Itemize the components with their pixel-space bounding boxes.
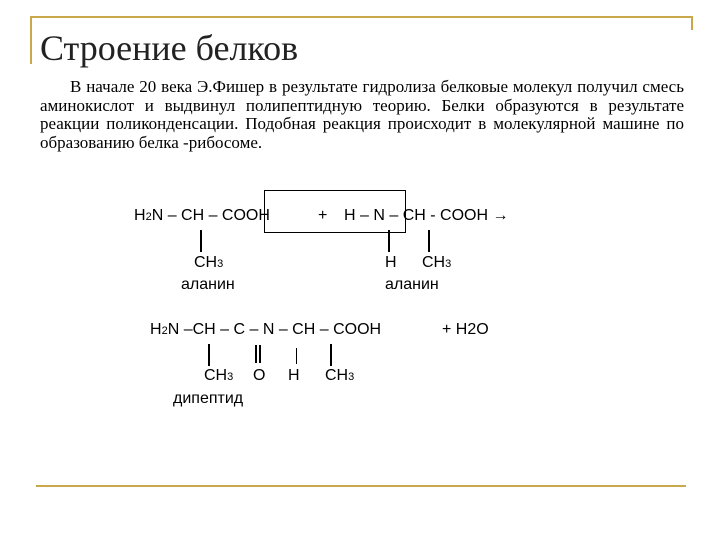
reaction2-double-bond-o — [255, 345, 261, 363]
reaction2-ch3-right: CH3 — [325, 367, 355, 384]
reaction2-bond-ch3-right — [330, 344, 332, 366]
reaction2-bond-h — [296, 348, 297, 364]
reaction1-bond-left-ch3 — [200, 230, 202, 252]
frame-bottom-line — [36, 485, 686, 487]
reaction1-water-box — [264, 190, 406, 233]
reaction1-bond-right-h — [388, 230, 390, 252]
frame-top-line — [30, 16, 692, 18]
reaction2-ch3: CH3 — [204, 367, 234, 384]
reaction1-right-formula: H – N – CH - COOH → — [344, 207, 509, 224]
reaction2-bond-ch3 — [208, 344, 210, 366]
reaction1-plus: + — [318, 207, 328, 224]
reaction2-name: дипептид — [173, 390, 244, 407]
reaction2-o: O — [253, 367, 266, 384]
reaction1-bond-right-ch3 — [428, 230, 430, 252]
reaction1-right-h: H — [385, 254, 397, 271]
reaction2-formula: H2N –CH – C – N – CH – COOH — [150, 321, 382, 338]
reaction1-left-formula: H2N – CH – COOH — [134, 207, 270, 224]
slide-title: Строение белков — [40, 28, 299, 68]
reaction1-right-name: аланин — [385, 276, 439, 293]
frame-left-line — [30, 16, 32, 64]
frame-right-line — [691, 16, 693, 30]
reaction2-water: + H2O — [442, 321, 489, 338]
reaction1-left-ch3: CH3 — [194, 254, 224, 271]
reaction2-h: H — [288, 367, 300, 384]
reaction1-left-name: аланин — [181, 276, 235, 293]
reaction1-right-ch3: CH3 — [422, 254, 452, 271]
slide-paragraph: В начале 20 века Э.Фишер в результате гидролиза белковые молекул получил смесь аминокислот и выдвинул полипептидную теорию. Белки образуются в результате реакции поликонденсации. Подобная реакция происходит в молекулярной машине по образованию белка -рибосоме. — [40, 77, 684, 152]
